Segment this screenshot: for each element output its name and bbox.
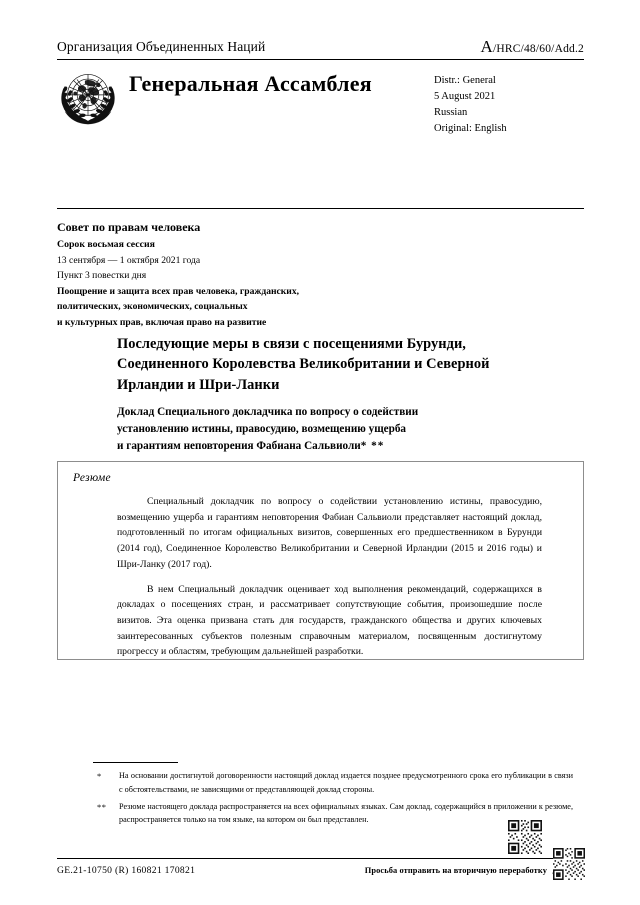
summary-body [117, 494, 542, 669]
footnote-marker: * [97, 771, 102, 781]
main-title-line-3: Ирландии и Шри-Ланки [117, 376, 280, 393]
subtitle-line-3-text: и гарантиям неповторения Фабиана Сальвиоли [117, 440, 361, 453]
footnote-item [93, 800, 573, 828]
summary-paragraph: Специальный докладчик по вопросу о содействии установлению истины, правосудию, возмещению ущерба и гарантиям неповторения Фабиан Сальвиоли представляет настоящий доклад, подготовленный по итогам официальных визитов, совершенных его предшественником в Бурунди (2014 год), Соединенное Королевство Великобритании и Северной Ирландии (2015 и 2016 годы) и Шри-Ланку (2017 год). [117, 496, 542, 570]
agenda-title-line-3: и культурных прав, включая право на развитие [57, 316, 267, 328]
report-main-title [117, 334, 567, 395]
footnote-item [93, 769, 573, 797]
footnote-text: На основании достигнутой договоренности настоящий доклад издается позднее предусмотренного срока его публикации в связи с обстоятельствами, не зависящими от представляющей доклад стороны. [119, 771, 573, 794]
distribution-date: 5 August 2021 [434, 90, 496, 102]
session-dates: 13 сентября — 1 октября 2021 года [57, 254, 201, 266]
footnotes-block [93, 769, 573, 830]
footer [57, 862, 584, 878]
subtitle-line-2: установлению истины, правосудию, возмещению ущерба [117, 423, 407, 436]
summary-paragraph: В нем Специальный докладчик оценивает ход выполнения рекомендаций, содержащихся в докладах о посещениях стран, и рассматривает сопутствующие события, произошедшие после визитов. Эта оценка призвана стать для государств, гражданского общества и других ключевых заинтересованных субъектов полезным справочным материалом, посвященным достигнутому прогрессу и областям, требующим дальнейшей разработки. [117, 583, 542, 658]
subtitle-footnote-marks: * ** [360, 440, 385, 453]
masthead-bottom-row [57, 65, 584, 137]
document-symbol [480, 38, 584, 57]
main-title-line-2: Соединенного Королевства Великобритании и Северной [117, 356, 490, 373]
agenda-title-line-2: политических, экономических, социальных [57, 301, 248, 313]
agenda-item: Пункт 3 повестки дня [57, 270, 147, 282]
recycle-text: Просьба отправить на вторичную переработку [364, 865, 547, 875]
organization-name: Организация Объединенных Наций [57, 39, 266, 55]
job-number: GE.21-10750 (R) 160821 170821 [57, 864, 196, 876]
subtitle-line-3 [117, 438, 567, 455]
agenda-title-line-1: Поощрение и защита всех прав человека, гражданских, [57, 285, 300, 297]
session-block [57, 218, 517, 331]
general-assembly-title: Генеральная Ассамблея [129, 71, 372, 96]
session-number: Сорок восьмая сессия [57, 239, 155, 250]
distribution-line: Distr.: General [434, 75, 496, 86]
summary-label: Резюме [73, 472, 111, 484]
main-title-line-1: Последующие меры в связи с посещениями Бурунди, [117, 336, 466, 352]
qr-code-footer-icon [553, 848, 585, 880]
subtitle-line-1: Доклад Специального докладчика по вопросу о содействии [117, 406, 419, 418]
council-name: Совет по правам человека [57, 220, 201, 234]
document-symbol-prefix: A [480, 37, 493, 56]
report-subtitle [117, 404, 567, 455]
distribution-original: Original: English [434, 122, 507, 134]
recycle-notice [365, 862, 566, 878]
document-symbol-rest: /HRC/48/60/Add.2 [492, 43, 584, 55]
footnote-text: Резюме настоящего доклада распространяется на всех официальных языках. Сам доклад, содержащийся в приложении к резюме, распространяется только на том языке, на котором он был представлен. [119, 801, 573, 825]
distribution-block [434, 73, 584, 137]
footnote-marker: ** [97, 801, 107, 812]
un-emblem-icon [57, 67, 119, 129]
distribution-language: Russian [434, 106, 468, 118]
masthead-divider [57, 59, 584, 60]
qr-code-footnote-icon [508, 820, 542, 854]
footer-divider [57, 858, 584, 859]
section-divider [57, 208, 584, 209]
masthead [57, 38, 584, 137]
masthead-top-row [57, 38, 584, 57]
footnote-divider [93, 762, 178, 763]
summary-box [57, 461, 584, 660]
